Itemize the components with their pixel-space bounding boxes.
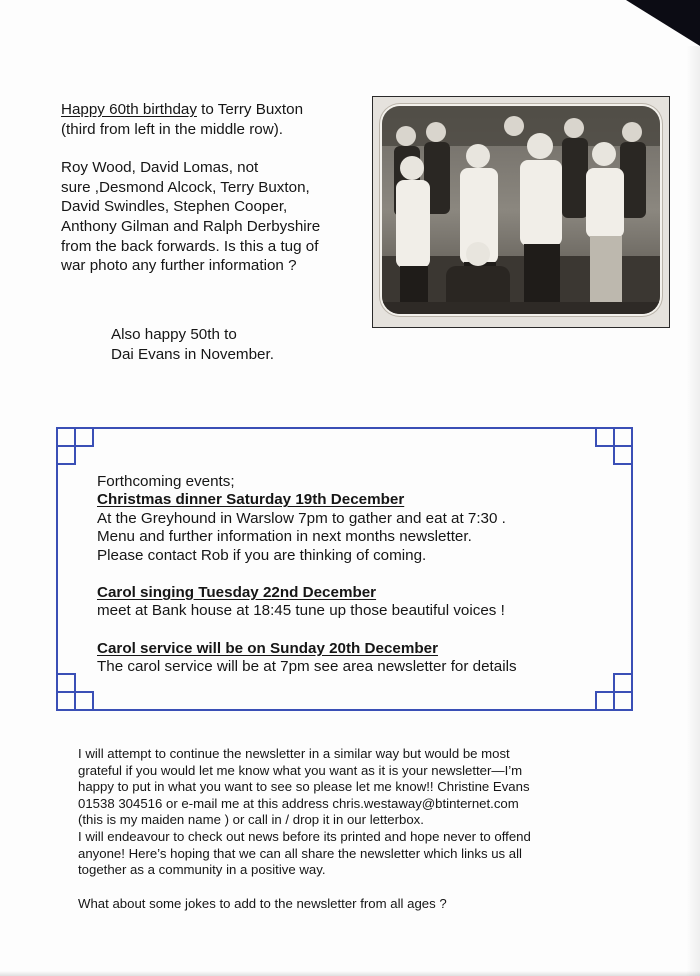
event-title: Carol service will be on Sunday 20th December (97, 639, 438, 657)
event-line: Menu and further information in next months newsletter. (97, 528, 472, 546)
corner-ornament-bottom-left (56, 673, 94, 711)
names-line: Roy Wood, David Lomas, not (61, 159, 259, 177)
closing-line: I will endeavour to check out news before its printed and hope never to offend (78, 828, 531, 844)
closing-line: grateful if you would let me know what you want as it is your newsletter—I’m (78, 762, 523, 778)
corner-ornament-top-left (56, 427, 94, 465)
birthday-heading (61, 100, 366, 120)
corner-ornament-bottom-right (595, 673, 633, 711)
closing-line: together as a community in a positive way. (78, 862, 326, 878)
spacer (78, 879, 638, 896)
scan-bottom-edge (0, 971, 700, 976)
birthday-rest: to Terry Buxton (196, 101, 304, 118)
closing-line: anyone! Here’s hoping that we can all share the newsletter which links us all (78, 845, 522, 861)
birthday-underlined: Happy 60th birthday (61, 101, 197, 118)
names-line: David Swindles, Stephen Cooper, (61, 198, 288, 216)
also-line2: Dai Evans in November. (111, 346, 274, 363)
birthday-line2: (third from left in the middle row). (61, 120, 283, 138)
names-line: from the back forwards. Is this a tug of (61, 237, 319, 255)
birthday-section (61, 100, 366, 276)
spacer (97, 621, 617, 640)
names-line: sure ,Desmond Alcock, Terry Buxton, (61, 178, 310, 196)
names-line: Anthony Gilman and Ralph Derbyshire (61, 217, 321, 235)
closing-line: I will attempt to continue the newsletter in a similar way but would be most (78, 746, 510, 761)
group-photo (382, 106, 660, 314)
events-box (56, 427, 633, 711)
spacer (97, 565, 617, 584)
corner-ornament-top-right (595, 427, 633, 465)
scan-edge-shade (686, 46, 700, 976)
event-title: Carol singing Tuesday 22nd December (97, 584, 377, 602)
also-line1: Also happy 50th to (111, 326, 237, 343)
also-section (111, 325, 351, 365)
spacer (61, 139, 366, 158)
events-heading: Forthcoming events; (97, 473, 235, 490)
event-line: meet at Bank house at 18:45 tune up those beautiful voices ! (97, 602, 505, 620)
closing-final-line: What about some jokes to add to the newsletter from all ages ? (78, 895, 447, 911)
closing-note (78, 746, 638, 912)
event-line: At the Greyhound in Warslow 7pm to gather and eat at 7:30 . (97, 509, 506, 527)
closing-line: 01538 304516 or e-mail me at this address chris.westaway@btinternet.com (78, 795, 519, 811)
scan-corner-shadow (626, 0, 700, 46)
events-text (97, 473, 617, 677)
event-title: Christmas dinner Saturday 19th December (97, 491, 405, 509)
group-photo-frame (372, 96, 670, 328)
closing-line: happy to put in what you want to see so please let me know!! Christine Evans (78, 779, 530, 795)
event-line: The carol service will be at 7pm see area newsletter for details (97, 658, 517, 676)
event-line: Please contact Rob if you are thinking of coming. (97, 546, 427, 564)
closing-line: (this is my maiden name ) or call in / drop it in our letterbox. (78, 812, 424, 828)
names-line: war photo any further information ? (61, 257, 297, 275)
group-photo-image (382, 106, 660, 314)
